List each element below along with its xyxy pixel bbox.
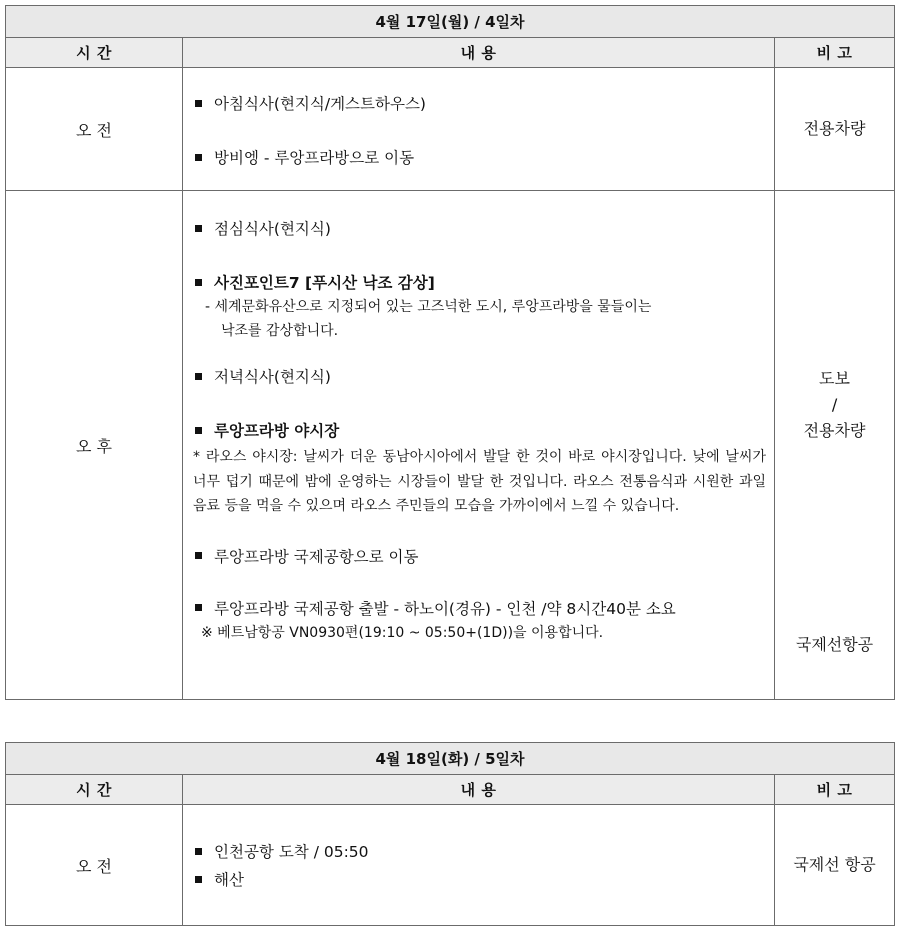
bullet-square-icon bbox=[195, 552, 202, 559]
header-time: 시 간 bbox=[6, 775, 183, 805]
day5-schedule-table bbox=[5, 742, 895, 926]
list-item: 사진포인트7 [푸시산 낙조 감상] bbox=[195, 271, 774, 293]
note-line: / bbox=[831, 395, 838, 414]
list-item: 해산 bbox=[195, 868, 774, 890]
list-item: 루앙프라방 국제공항으로 이동 bbox=[195, 545, 774, 567]
morning-content-cell bbox=[183, 68, 775, 191]
night-market-description: * 라오스 야시장: 날씨가 더운 동남아시아에서 발달 한 것이 바로 야시장입니다. 낮에 날씨가 너무 덥기 때문에 밤에 운영하는 시장들이 발달 한 것입니다. 라오스 전통음식과 시원한 과일 음료 등을 먹을 수 있으며 라오스 주민들의 모습을 가까이에서 느낄 수 있습니다. bbox=[193, 449, 766, 514]
item-description: - 세계문화유산으로 지정되어 있는 고즈넉한 도시, 루앙프라방을 물들이는 bbox=[205, 299, 652, 315]
list-item: 저녁식사(현지식) bbox=[195, 365, 774, 387]
afternoon-time-cell: 오 후 bbox=[6, 191, 183, 700]
note-line: 전용차량 bbox=[803, 421, 866, 440]
day4-title: 4월 17일(월) / 4일차 bbox=[6, 6, 895, 38]
bullet-square-icon bbox=[195, 225, 202, 232]
day5-title: 4월 18일(화) / 5일차 bbox=[6, 743, 895, 775]
bullet-square-icon bbox=[195, 604, 202, 611]
list-item: 아침식사(현지식/게스트하우스) bbox=[195, 92, 774, 114]
item-description: 낙조를 감상합니다. bbox=[221, 323, 339, 339]
bullet-square-icon bbox=[195, 154, 202, 161]
bullet-square-icon bbox=[195, 373, 202, 380]
bullet-square-icon bbox=[195, 427, 202, 434]
day5-morning-time-cell: 오 전 bbox=[6, 805, 183, 926]
flight-note: ※ 베트남항공 VN0930편(19:10 ~ 05:50+(1D))을 이용합니다. bbox=[201, 624, 604, 641]
bullet-square-icon bbox=[195, 876, 202, 883]
bullet-square-icon bbox=[195, 279, 202, 286]
bullet-square-icon bbox=[195, 100, 202, 107]
list-item: 점심식사(현지식) bbox=[195, 217, 774, 239]
note-line: 도보 bbox=[819, 369, 850, 388]
header-content: 내 용 bbox=[183, 38, 775, 68]
list-item: 인천공항 도착 / 05:50 bbox=[195, 840, 774, 862]
list-item: 루앙프라방 국제공항 출발 - 하노이(경유) - 인천 /약 8시간40분 소요 bbox=[195, 597, 774, 619]
list-item: 방비엥 - 루앙프라방으로 이동 bbox=[195, 146, 774, 168]
note-flight: 국제선항공 bbox=[795, 635, 874, 654]
morning-time-cell: 오 전 bbox=[6, 68, 183, 191]
header-content: 내 용 bbox=[183, 775, 775, 805]
day5-morning-note-cell: 국제선 항공 bbox=[775, 805, 895, 926]
morning-note-cell: 전용차량 bbox=[775, 68, 895, 191]
header-note: 비 고 bbox=[775, 775, 895, 805]
day5-morning-content-cell bbox=[183, 805, 775, 926]
day4-schedule-table bbox=[5, 5, 895, 700]
afternoon-note-cell bbox=[775, 191, 895, 700]
header-note: 비 고 bbox=[775, 38, 895, 68]
afternoon-content-cell bbox=[183, 191, 775, 700]
header-time: 시 간 bbox=[6, 38, 183, 68]
list-item: 루앙프라방 야시장 bbox=[195, 419, 774, 441]
bullet-square-icon bbox=[195, 848, 202, 855]
